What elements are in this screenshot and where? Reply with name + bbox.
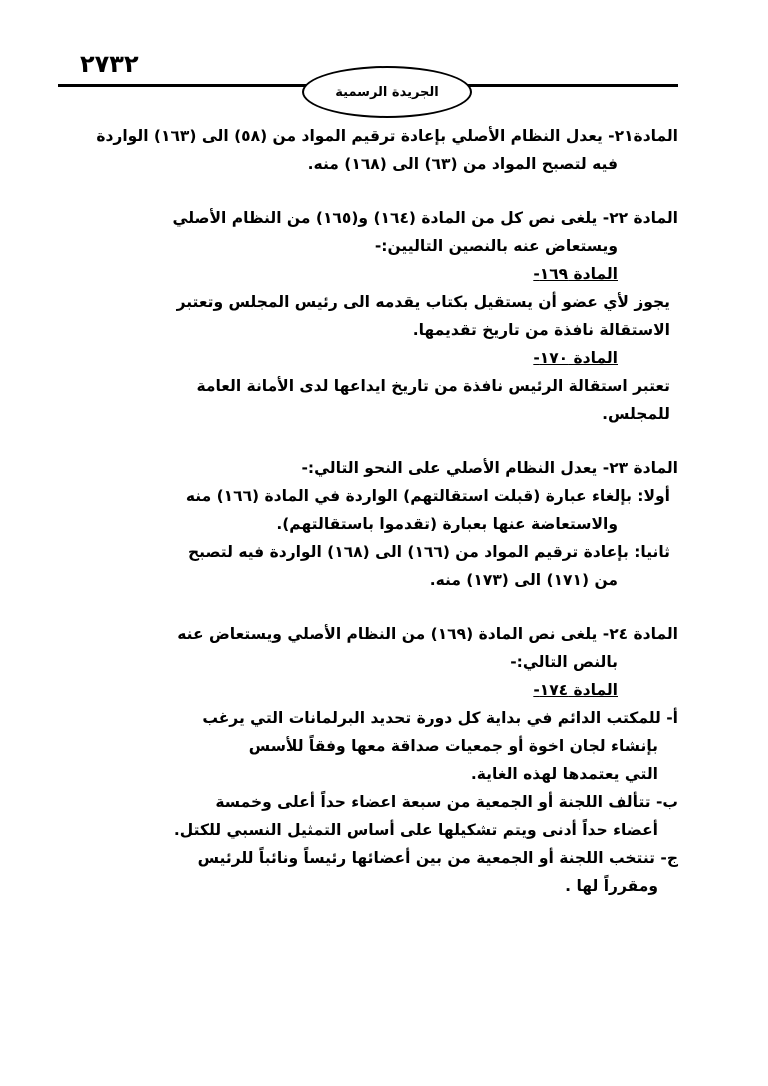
article-174-item-a-line-3: التي يعتمدها لهذه الغاية. <box>470 765 658 783</box>
article-24-line-1: المادة ٢٤- يلغى نص المادة (١٦٩) من النظام الأصلي ويستعاض عنه <box>177 625 678 643</box>
article-24-line-2: بالنص التالي:- <box>510 653 618 671</box>
article-22-line-2: ويستعاض عنه بالنصين التاليين:- <box>374 237 618 255</box>
article-23-line-4: ثانيا: بإعادة ترقيم المواد من (١٦٦) الى (١٦٨) الواردة فيه لتصبح <box>188 543 670 561</box>
article-23 <box>60 454 678 594</box>
article-174-item-b-line-1: ب- تتألف اللجنة أو الجمعية من سبعة اعضاء حداً أعلى وخمسة <box>215 793 678 811</box>
article-174-item-c-line-2: ومقرراً لها . <box>565 877 658 895</box>
article-23-line-3: والاستعاضة عنها بعبارة (تقدموا باستقالتهم). <box>276 515 618 533</box>
article-170-title: المادة ١٧٠- <box>533 349 618 367</box>
article-22-line-1: المادة ٢٢- يلغى نص كل من المادة (١٦٤) و(١٦٥) من النظام الأصلي <box>172 209 678 227</box>
article-21 <box>60 122 678 178</box>
page-number: ٢٧٣٢ <box>80 50 139 78</box>
gazette-header-oval <box>302 66 472 118</box>
article-22 <box>60 204 678 428</box>
article-170-line-2: للمجلس. <box>602 405 670 423</box>
article-169-line-1: يجوز لأي عضو أن يستقيل بكتاب يقدمه الى رئيس المجلس وتعتبر <box>176 293 670 311</box>
article-174-item-c-line-1: ج- تنتخب اللجنة أو الجمعية من بين أعضائها رئيساً ونائباً للرئيس <box>197 849 678 867</box>
article-23-line-5: من (١٧١) الى (١٧٣) منه. <box>429 571 618 589</box>
article-169-title: المادة ١٦٩- <box>533 265 618 283</box>
document-body <box>60 122 678 900</box>
article-174-item-b-line-2: أعضاء حداً أدنى ويتم تشكيلها على أساس التمثيل النسبي للكتل. <box>173 821 658 839</box>
article-24 <box>60 620 678 900</box>
article-23-line-1: المادة ٢٣- يعدل النظام الأصلي على النحو التالي:- <box>301 459 678 477</box>
article-23-line-2: أولا: بإلغاء عبارة (قبلت استقالتهم) الواردة في المادة (١٦٦) منه <box>185 487 670 505</box>
article-21-line-1: المادة٢١- يعدل النظام الأصلي بإعادة ترقيم المواد من (٥٨) الى (١٦٣) الواردة <box>96 127 678 145</box>
article-174-title: المادة ١٧٤- <box>533 681 618 699</box>
article-21-line-2: فيه لتصبح المواد من (٦٣) الى (١٦٨) منه. <box>307 155 618 173</box>
gazette-label: الجريدة الرسمية <box>335 84 439 100</box>
article-174-item-a-line-2: بإنشاء لجان اخوة أو جمعيات صداقة معها وفقاً للأسس <box>248 737 658 755</box>
article-174-item-a-line-1: أ- للمكتب الدائم في بداية كل دورة تحديد البرلمانات التي يرغب <box>202 709 678 727</box>
article-170-line-1: تعتبر استقالة الرئيس نافذة من تاريخ ايداعها لدى الأمانة العامة <box>196 377 670 395</box>
article-169-line-2: الاستقالة نافذة من تاريخ تقديمها. <box>412 321 670 339</box>
